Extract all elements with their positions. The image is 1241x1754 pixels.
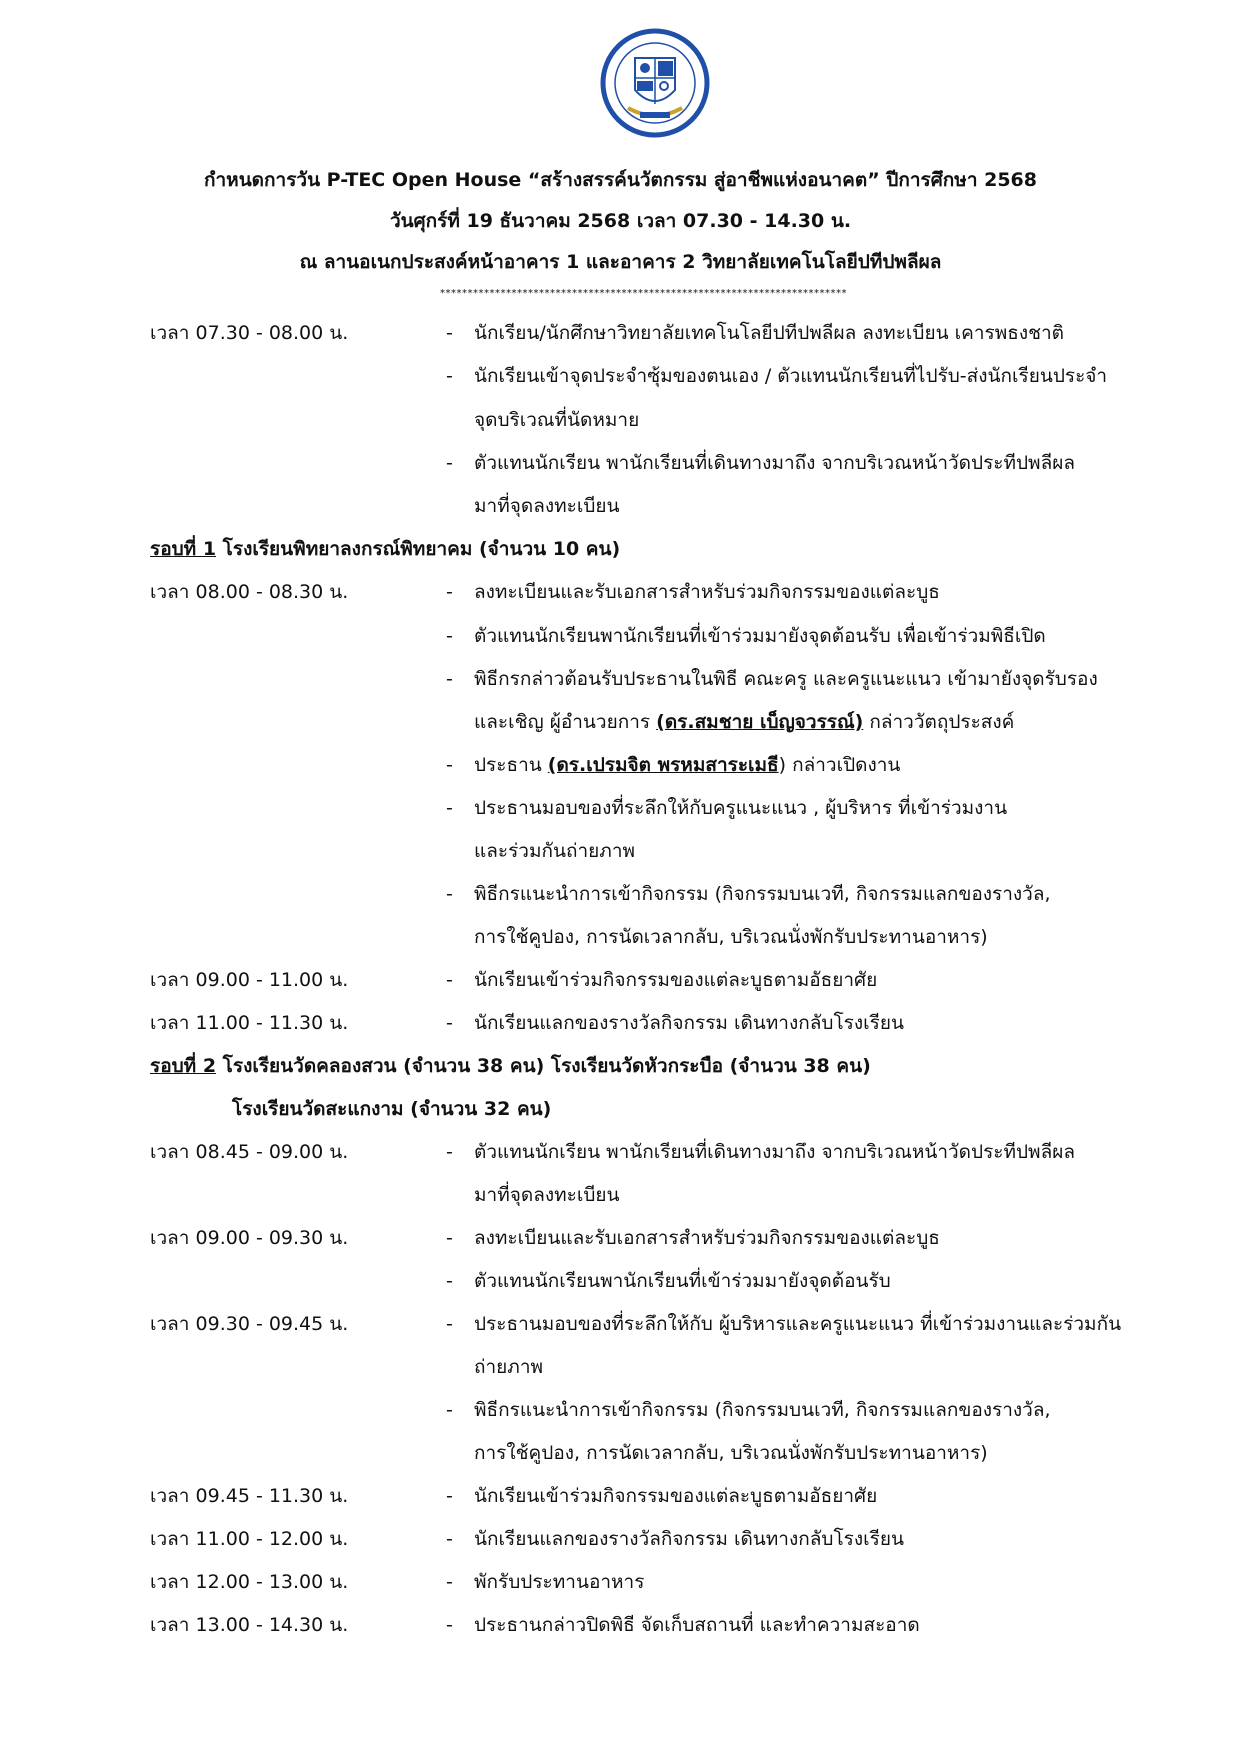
separator: ************************************************************************** [440,289,847,299]
round-2-heading: รอบที่ 2 โรงเรียนวัดคลองสวน (จำนวน 38 คน) โรงเรียนวัดหัวกระบือ (จำนวน 38 คน) [150,1055,871,1077]
document-title: กำหนดการวัน P-TEC Open House “สร้างสรรค์นวัตกรรม สู่อาชีพแห่งอนาคต” ปีการศึกษา 2568 [204,169,1037,191]
director-name: (ดร.สมชาย เบ็ญจวรรณ์) [656,711,864,733]
round-2-heading-continued: โรงเรียนวัดสะแกงาม (จำนวน 32 คน) [232,1098,552,1120]
chairman-name: (ดร.เปรมจิต พรหมสาระเมธี [547,754,779,776]
event-location: ณ ลานอเนกประสงค์หน้าอาคาร 1 และอาคาร 2 วิทยาลัยเทคโนโลยีปทีปพลีผล [299,251,942,273]
college-logo-icon [600,28,710,138]
event-date: วันศุกร์ที่ 19 ธันวาคม 2568 เวลา 07.30 - 14.30 น. [389,210,852,232]
round-1-heading: รอบที่ 1 โรงเรียนพิทยาลงกรณ์พิทยาคม (จำนวน 10 คน) [150,538,621,560]
